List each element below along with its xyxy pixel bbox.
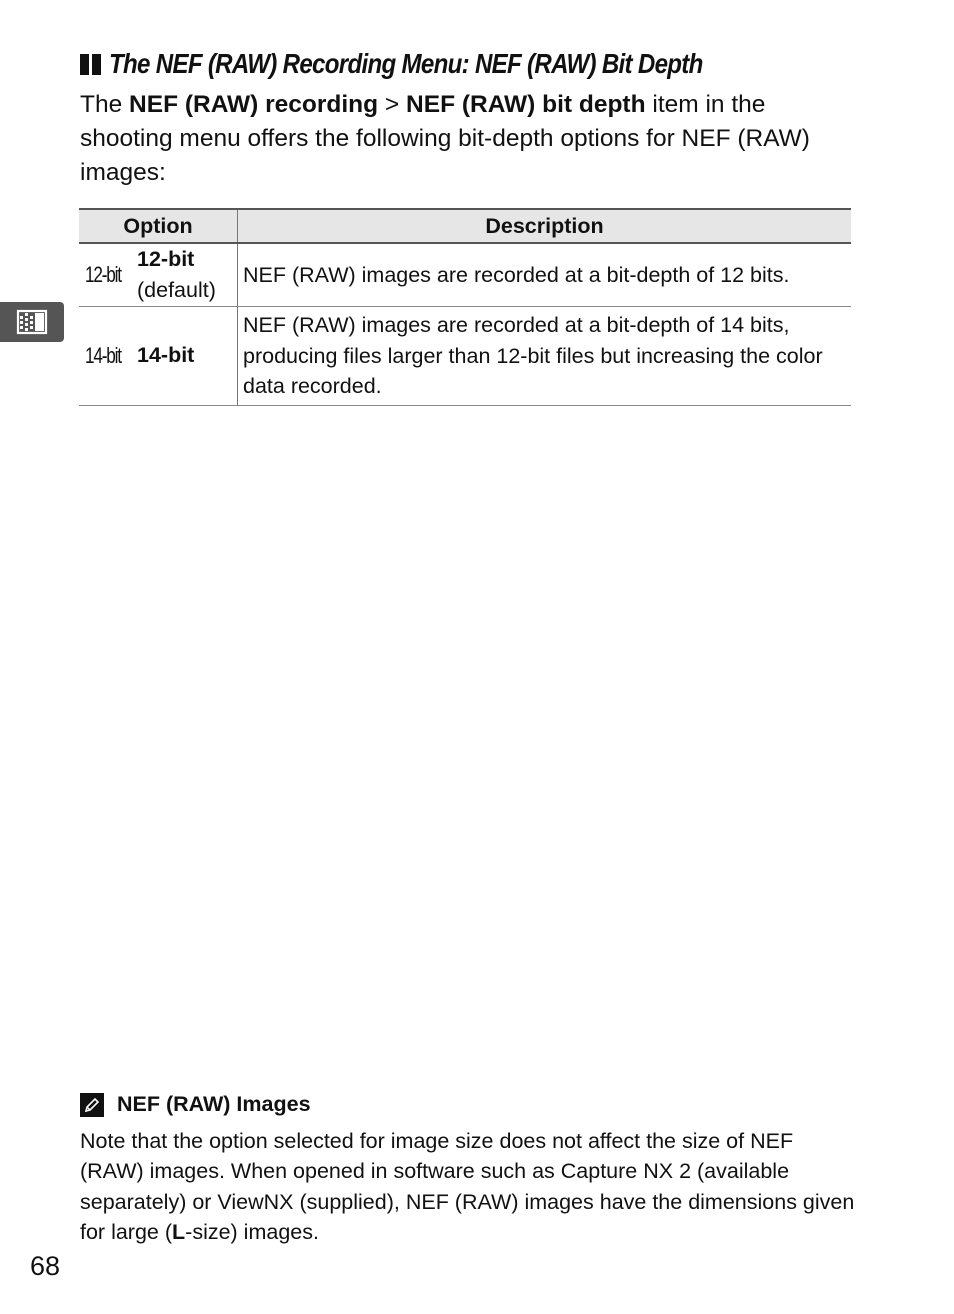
page-number: 68	[30, 1251, 61, 1281]
14-bit-icon: 14-bit	[85, 342, 121, 368]
header-option: Option	[79, 209, 238, 243]
table-row	[79, 307, 851, 406]
description-cell: NEF (RAW) images are recorded at a bit-depth of 12 bits.	[238, 243, 852, 307]
menu-item-nef-recording: NEF (RAW) recording	[129, 91, 379, 118]
note-header	[80, 1092, 311, 1117]
option-cell	[79, 307, 238, 406]
section-heading	[80, 48, 799, 80]
intro-paragraph: The NEF (RAW) recording > NEF (RAW) bit depth item in the shooting menu offers the following bit-depth options for NEF (RAW) images:	[80, 91, 810, 186]
option-name: 14-bit	[137, 343, 195, 368]
size-letter: L	[172, 1219, 186, 1244]
option-name: 12-bit (default)	[137, 247, 216, 302]
table-row	[79, 243, 851, 307]
table-header-row	[79, 209, 851, 243]
side-tab	[0, 302, 64, 342]
heading-title: The NEF (RAW) Recording Menu: NEF (RAW) Bit Depth	[109, 48, 703, 79]
menu-item-nef-bit-depth: NEF (RAW) bit depth	[406, 91, 646, 118]
bit-depth-table	[79, 208, 851, 406]
note-title: NEF (RAW) Images	[117, 1092, 311, 1116]
pencil-note-icon	[80, 1093, 104, 1117]
description-cell: NEF (RAW) images are recorded at a bit-depth of 14 bits, producing files larger than 12-bit files but increasing the color data recorded.	[238, 307, 852, 406]
option-default-note: (default)	[137, 278, 216, 302]
note-body: Note that the option selected for image size does not affect the size of NEF (RAW) images. When opened in software such as Capture NX 2 (available separately) or ViewNX (supplied), NEF (RAW) images have the dimensions given for large (L-size) images.	[80, 1129, 855, 1244]
heading-marker-icon	[80, 54, 101, 75]
option-cell	[79, 243, 238, 307]
12-bit-icon: 12-bit	[85, 262, 121, 287]
header-description: Description	[238, 209, 852, 243]
shooting-menu-icon	[15, 309, 49, 335]
